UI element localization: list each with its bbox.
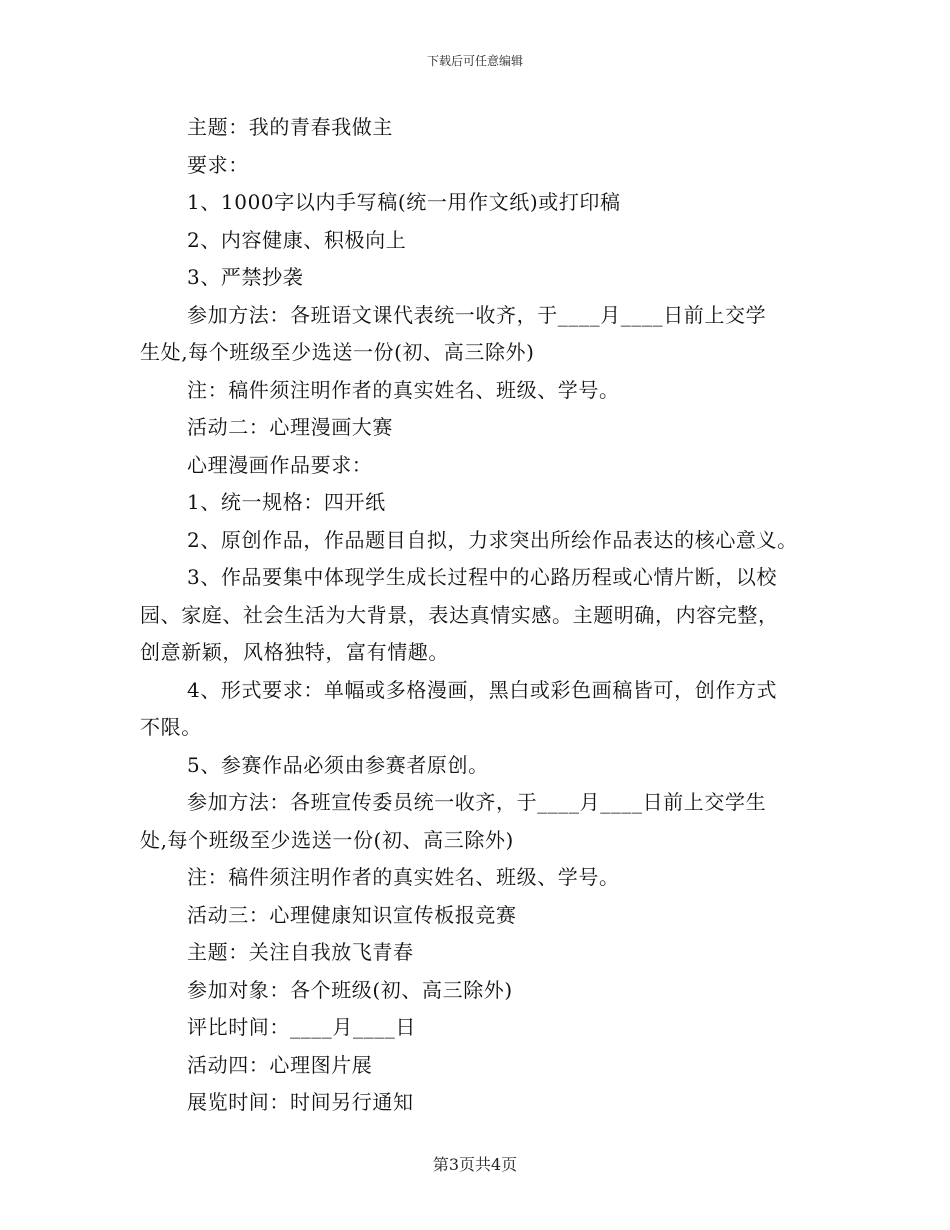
text-line: 活动四：心理图片展 [187, 1052, 373, 1077]
text-line: 评比时间：____月____日 [187, 1015, 416, 1039]
text-line: 注：稿件须注明作者的真实姓名、班级、学号。 [187, 865, 620, 889]
text-line: 心理漫画作品要求： [187, 452, 373, 477]
text-line: 2、原创作品，作品题目自拟，力求突出所绘作品表达的核心意义。 [187, 527, 798, 552]
text-line: 主题：关注自我放飞青春 [187, 940, 414, 964]
text-line: 园、家庭、社会生活为大背景，表达真情实感。主题明确，内容完整， [140, 602, 779, 627]
text-line: 要求： [187, 152, 249, 177]
text-line: 参加方法：各班语文课代表统一收齐，于____月____日前上交学 [187, 302, 767, 327]
text-line: 2、内容健康、积极向上 [187, 227, 407, 252]
text-line: 3、作品要集中体现学生成长过程中的心路历程或心情片断，以校 [187, 565, 778, 589]
text-line: 参加对象：各个班级(初、高三除外) [187, 977, 513, 1002]
text-line: 4、形式要求：单幅或多格漫画，黑白或彩色画稿皆可，创作方式 [187, 677, 778, 702]
text-line: 活动二：心理漫画大赛 [187, 415, 393, 439]
page-footer: 第3页共4页 [432, 1155, 518, 1174]
text-line: 创意新颖，风格独特，富有情趣。 [140, 640, 449, 664]
text-line: 不限。 [140, 715, 202, 739]
text-line: 注：稿件须注明作者的真实姓名、班级、学号。 [187, 377, 620, 402]
text-line: 展览时间：时间另行通知 [187, 1090, 414, 1114]
text-line: 1、统一规格：四开纸 [187, 490, 386, 514]
text-line: 参加方法：各班宣传委员统一收齐，于____月____日前上交学生 [187, 790, 767, 814]
text-line: 生处,每个班级至少选送一份(初、高三除外) [140, 340, 535, 364]
page-header: 下载后可任意编辑 [426, 54, 523, 68]
text-line: 处,每个班级至少选送一份(初、高三除外) [140, 827, 514, 852]
text-line: 3、严禁抄袭 [187, 265, 304, 289]
text-line: 主题：我的青春我做主 [187, 115, 393, 139]
text-line: 1、1000字以内手写稿(统一用作文纸)或打印稿 [187, 190, 621, 214]
document-body [140, 109, 830, 1122]
text-line: 5、参赛作品必须由参赛者原创。 [187, 752, 489, 777]
text-line: 活动三：心理健康知识宣传板报竞赛 [187, 902, 517, 927]
